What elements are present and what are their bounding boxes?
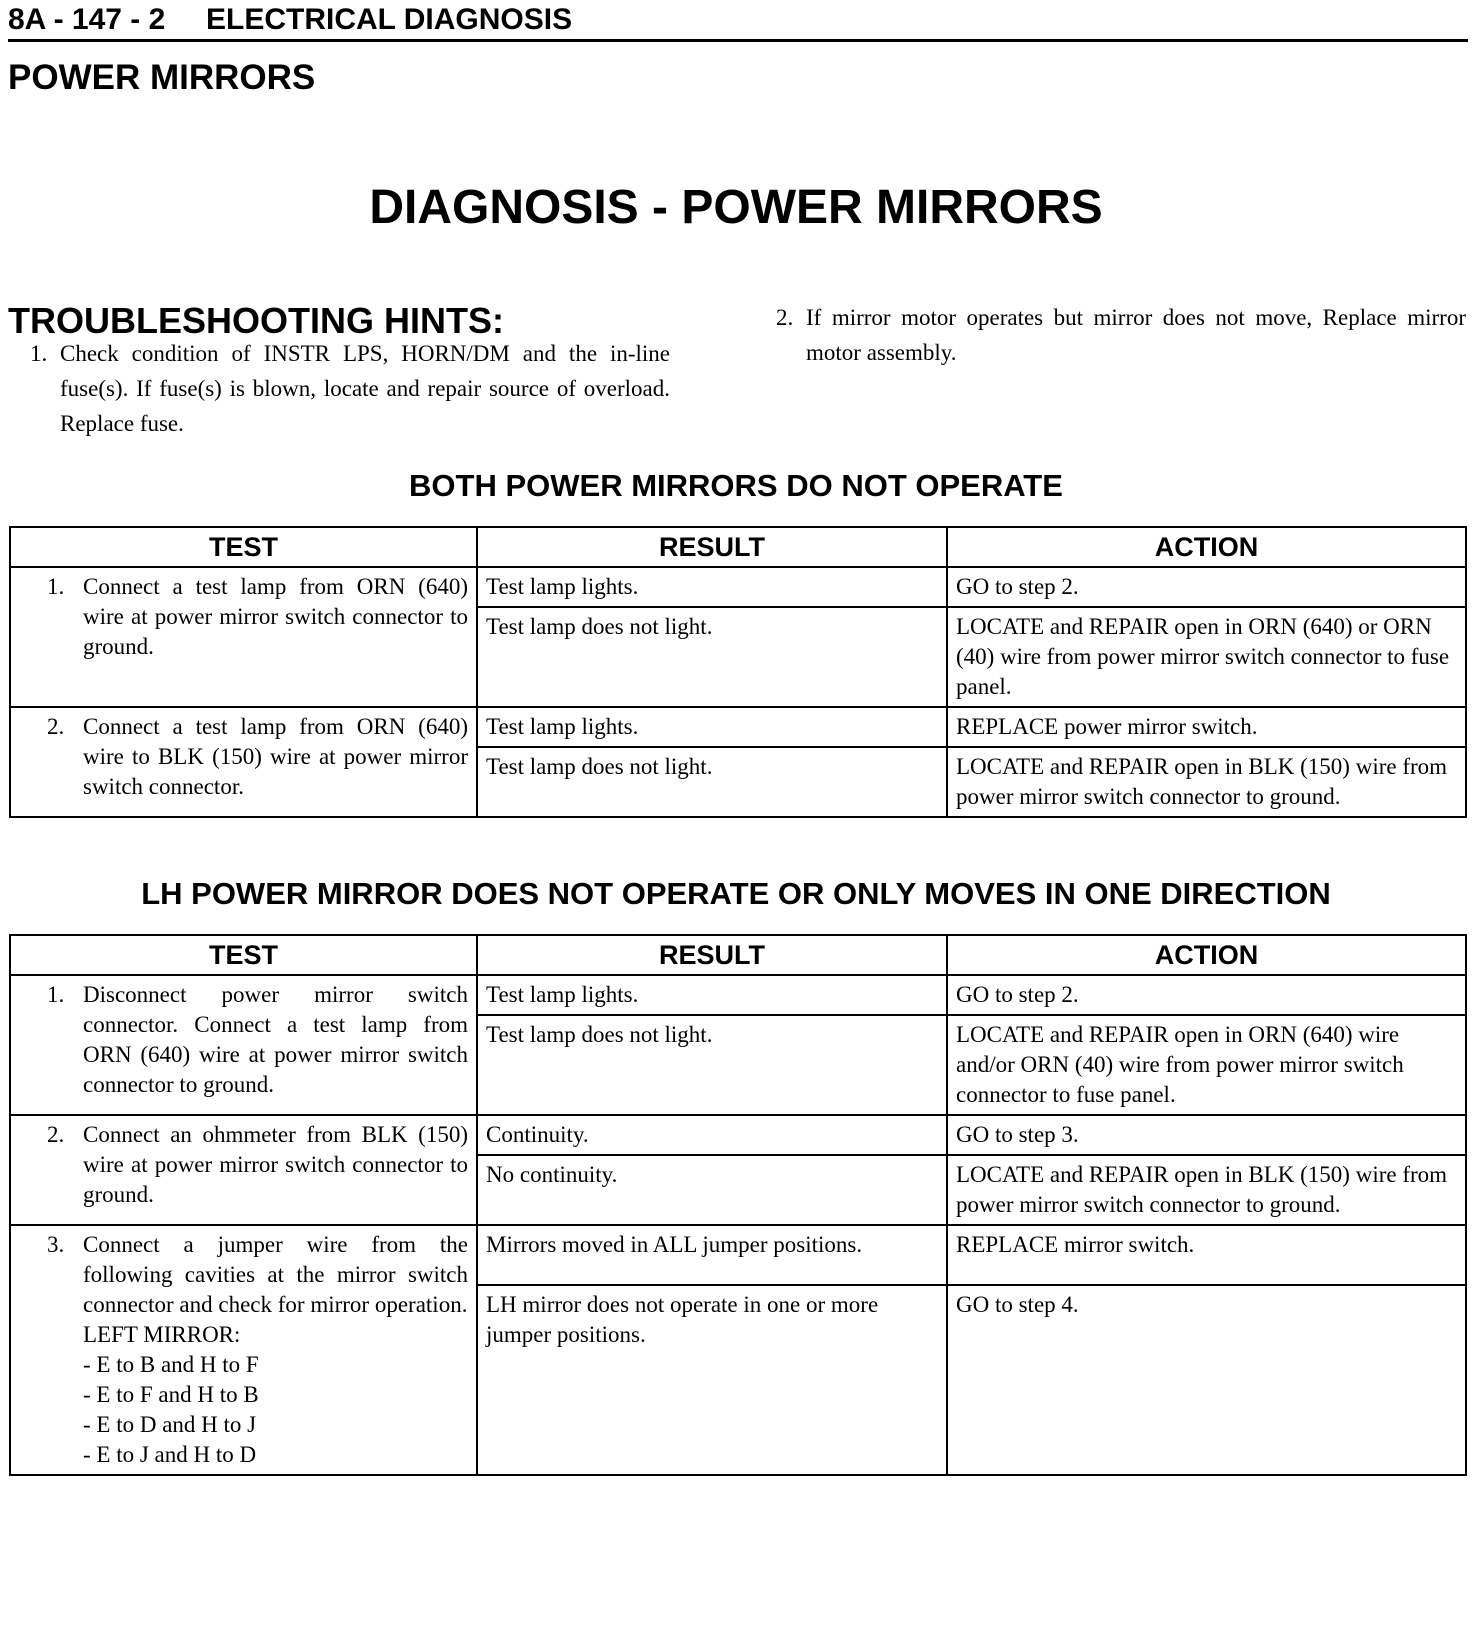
- test-cell: [10, 707, 477, 817]
- table-header-row: [10, 527, 1466, 567]
- jumper-list-label: LEFT MIRROR:: [83, 1322, 241, 1347]
- result-cell: Continuity.: [477, 1115, 947, 1155]
- action-cell: REPLACE mirror switch.: [947, 1225, 1466, 1285]
- test-text: Connect a jumper wire from the following cavities at the mirror switch connector and check for mirror operation.: [83, 1232, 468, 1317]
- action-cell: LOCATE and REPAIR open in BLK (150) wire from power mirror switch connector to ground.: [947, 1155, 1466, 1225]
- diagnosis-table: [9, 526, 1467, 818]
- test-text: Connect a test lamp from ORN (640) wire to BLK (150) wire at power mirror switch connector.: [83, 714, 468, 799]
- hint-item: [30, 336, 670, 441]
- section-name: ELECTRICAL DIAGNOSIS: [205, 3, 573, 36]
- page-title: DIAGNOSIS - POWER MIRRORS: [369, 181, 1103, 234]
- test-cell: [10, 1225, 477, 1475]
- hint-text: Check condition of INSTR LPS, HORN/DM and the in-line fuse(s). If fuse(s) is blown, locate and repair source of overload. Replace fuse.: [60, 341, 670, 436]
- action-cell: GO to step 3.: [947, 1115, 1466, 1155]
- diagnosis-table: [9, 934, 1467, 1476]
- column-header-test: TEST: [10, 527, 477, 567]
- jumper-list: [83, 1320, 468, 1470]
- action-cell: GO to step 4.: [947, 1285, 1466, 1475]
- table-header-row: [10, 935, 1466, 975]
- jumper-item: - E to D and H to J: [83, 1412, 257, 1437]
- test-text: Disconnect power mirror switch connector. Connect a test lamp from ORN (640) wire at power mirror switch connector to ground.: [83, 982, 468, 1097]
- action-cell: LOCATE and REPAIR open in ORN (640) or ORN (40) wire from power mirror switch connector to fuse panel.: [947, 607, 1466, 707]
- hint-item: [776, 300, 1466, 370]
- result-cell: Test lamp lights.: [477, 567, 947, 607]
- subsection-title: POWER MIRRORS: [8, 58, 316, 97]
- step-number: 2.: [47, 1122, 65, 1147]
- jumper-item: - E to J and H to D: [83, 1442, 257, 1467]
- step-number: 3.: [47, 1232, 65, 1257]
- action-cell: REPLACE power mirror switch.: [947, 707, 1466, 747]
- action-cell: LOCATE and REPAIR open in BLK (150) wire from power mirror switch connector to ground.: [947, 747, 1466, 817]
- result-cell: Test lamp lights.: [477, 975, 947, 1015]
- table-row: [10, 707, 1466, 747]
- result-cell: LH mirror does not operate in one or more jumper positions.: [477, 1285, 947, 1475]
- test-cell: [10, 975, 477, 1115]
- column-header-test: TEST: [10, 935, 477, 975]
- action-cell: GO to step 2.: [947, 975, 1466, 1015]
- test-text: Connect a test lamp from ORN (640) wire at power mirror switch connector to ground.: [83, 574, 468, 659]
- result-cell: Test lamp does not light.: [477, 607, 947, 707]
- step-number: 2.: [47, 714, 65, 739]
- hint-number: 2.: [776, 305, 794, 330]
- jumper-item: - E to B and H to F: [83, 1352, 259, 1377]
- test-cell: [10, 1115, 477, 1225]
- table-row: [10, 975, 1466, 1015]
- column-header-action: ACTION: [947, 935, 1466, 975]
- hints-title: TROUBLESHOOTING HINTS:: [8, 300, 504, 341]
- result-cell: Test lamp does not light.: [477, 747, 947, 817]
- step-number: 1.: [47, 574, 65, 599]
- result-cell: Mirrors moved in ALL jumper positions.: [477, 1225, 947, 1285]
- column-header-result: RESULT: [477, 935, 947, 975]
- result-cell: No continuity.: [477, 1155, 947, 1225]
- action-cell: GO to step 2.: [947, 567, 1466, 607]
- step-number: 1.: [47, 982, 65, 1007]
- column-header-action: ACTION: [947, 527, 1466, 567]
- test-cell: [10, 567, 477, 707]
- hint-number: 1.: [30, 341, 48, 366]
- result-cell: Test lamp lights.: [477, 707, 947, 747]
- table-row: [10, 567, 1466, 607]
- table-title: BOTH POWER MIRRORS DO NOT OPERATE: [409, 468, 1063, 503]
- table-title: LH POWER MIRROR DOES NOT OPERATE OR ONLY MOVES IN ONE DIRECTION: [141, 876, 1331, 911]
- action-cell: LOCATE and REPAIR open in ORN (640) wire and/or ORN (40) wire from power mirror switch connector to fuse panel.: [947, 1015, 1466, 1115]
- page-header: [8, 2, 1468, 42]
- column-header-result: RESULT: [477, 527, 947, 567]
- result-cell: Test lamp does not light.: [477, 1015, 947, 1115]
- jumper-item: - E to F and H to B: [83, 1382, 259, 1407]
- table-row: [10, 1115, 1466, 1155]
- page-code: 8A - 147 - 2: [8, 3, 166, 36]
- table-row: [10, 1225, 1466, 1285]
- test-text: Connect an ohmmeter from BLK (150) wire at power mirror switch connector to ground.: [83, 1122, 468, 1207]
- hint-text: If mirror motor operates but mirror does not move, Replace mirror motor assembly.: [806, 305, 1466, 365]
